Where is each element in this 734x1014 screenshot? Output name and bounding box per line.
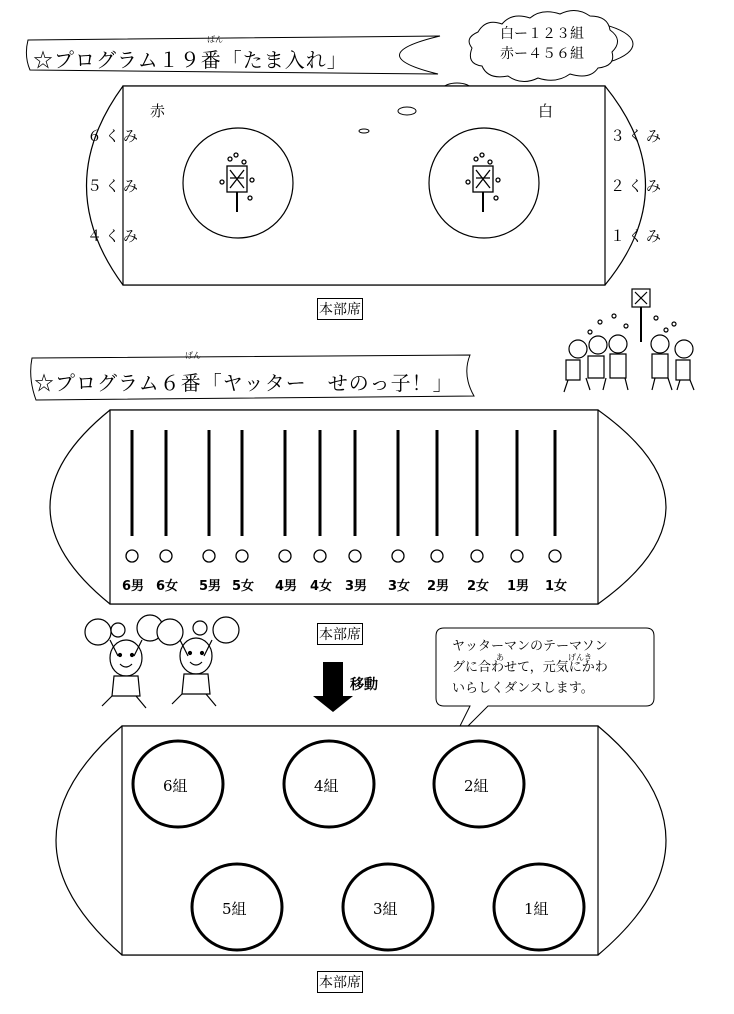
lane-label: 6女 (156, 579, 179, 594)
lane-start-marker (471, 550, 483, 562)
group-label-1: 1組 (524, 900, 549, 918)
lane-label: 4女 (310, 579, 333, 594)
lane-label: 6男 (122, 579, 145, 594)
speech-line: いらしくダンスします。 (452, 681, 594, 696)
lane-label: 1男 (507, 579, 530, 594)
lane-start-marker (236, 550, 248, 562)
cheer-kids-illustration (85, 615, 239, 708)
move-arrow-icon (313, 662, 353, 712)
honbu-seat-2: 本部席 (317, 623, 363, 645)
page-title-2: ☆プログラム６番「ヤッター せのっ子！」 (34, 371, 454, 395)
kids-illustration-1 (564, 289, 694, 392)
group-label-5: 5組 (222, 900, 247, 918)
lane-label: 5男 (199, 579, 222, 594)
lane-start-marker (279, 550, 291, 562)
group-label-3: 3組 (373, 900, 398, 918)
speech-ruby-a: あ (496, 653, 504, 662)
lane-label: 3男 (345, 579, 368, 594)
lane-start-marker (549, 550, 561, 562)
lane-start-marker (203, 550, 215, 562)
decor-ellipse-2 (359, 129, 369, 133)
left-group-label: ４くみ (87, 227, 142, 245)
group-label-6: 6組 (163, 777, 188, 795)
red-basket-circle (183, 128, 293, 238)
red-team-label: 赤 (150, 102, 166, 120)
speech-ruby-genki: げんき (568, 653, 592, 662)
speech-line: ヤッターマンのテーマソン (452, 639, 608, 654)
lane-start-marker (160, 550, 172, 562)
speech-line: グに合わせて，元気にかわ (452, 660, 608, 675)
left-group-label: ６くみ (87, 127, 142, 145)
lane-label: 5女 (232, 579, 255, 594)
group-label-2: 2組 (464, 777, 489, 795)
right-group-label: ３くみ (610, 127, 665, 145)
right-group-label: １くみ (610, 227, 665, 245)
honbu-seat-1: 本部席 (317, 298, 363, 320)
title-ruby-1: ばん (207, 35, 223, 44)
right-group-label: ２くみ (610, 177, 665, 195)
move-label: 移動 (350, 677, 378, 693)
team-cloud-text (500, 24, 584, 64)
lane-label: 2男 (427, 579, 450, 594)
lane-start-marker (431, 550, 443, 562)
lane-start-marker (349, 550, 361, 562)
lane-start-marker (392, 550, 404, 562)
lane-start-marker (126, 550, 138, 562)
team-white-line: 白ー１２３組 (500, 26, 584, 42)
lane-label: 1女 (545, 579, 568, 594)
decor-ellipse-1 (398, 107, 416, 115)
speech-text (452, 636, 608, 699)
group-label-4: 4組 (314, 777, 339, 795)
title-ruby-2: ばん (185, 351, 201, 360)
honbu-seat-3: 本部席 (317, 971, 363, 993)
left-group-label: ５くみ (87, 177, 142, 195)
lane-start-marker (314, 550, 326, 562)
team-red-line: 赤ー４５６組 (500, 46, 584, 62)
lane-start-marker (511, 550, 523, 562)
white-basket-circle (429, 128, 539, 238)
lane-label: 4男 (275, 579, 298, 594)
lane-label: 3女 (388, 579, 411, 594)
lane-label: 2女 (467, 579, 490, 594)
page-title-1: ☆プログラム１９番「たま入れ」 (33, 48, 348, 72)
white-team-label: 白 (538, 102, 554, 120)
